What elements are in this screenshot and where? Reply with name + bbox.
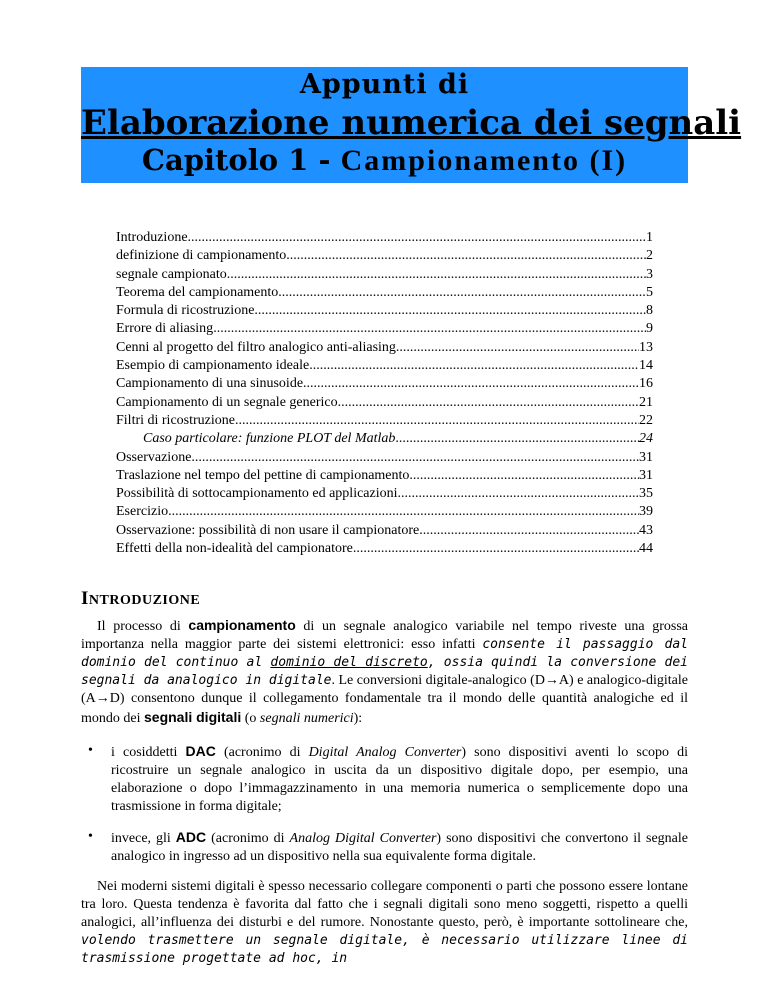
toc-entry-page: 14: [639, 358, 653, 374]
toc-leader-dots: [191, 449, 639, 467]
toc-leader-dots: [168, 503, 639, 521]
toc-entry-title: Formula di ricostruzione: [116, 303, 255, 319]
toc-leader-dots: [409, 467, 639, 485]
toc-entry-title: Osservazione: possibilità di non usare il campionatore: [116, 522, 420, 538]
toc-entry-title: Cenni al progetto del filtro analogico anti-aliasing: [116, 339, 396, 355]
toc-leader-dots: [309, 357, 639, 375]
toc-entry[interactable]: [116, 394, 653, 412]
toc-leader-dots: [338, 394, 639, 412]
toc-entry-title: Filtri di ricostruzione: [116, 412, 235, 428]
toc-leader-dots: [398, 485, 639, 503]
toc-entry-title: Errore di aliasing: [116, 321, 214, 337]
toc-entry[interactable]: [116, 229, 653, 247]
toc-entry[interactable]: [116, 266, 653, 284]
toc-entry-page: 39: [639, 504, 653, 520]
toc-entry-title: segnale campionato: [116, 266, 227, 282]
keyword-campionamento: campionamento: [188, 617, 296, 633]
toc-entry-title: Possibilità di sottocampionamento ed applicazioni: [116, 486, 398, 502]
toc-entry-title: definizione di campionamento: [116, 248, 287, 264]
section-heading: INTRODUZIONE: [81, 588, 201, 609]
toc-entry[interactable]: [116, 302, 653, 320]
toc-entry-page: 13: [639, 339, 653, 355]
paragraph-intro: Il processo di campionamento di un segnale analogico variabile nel tempo riveste una grossa importanza nella maggior parte dei sistemi elettronici: esso infatti consente il passaggio dal dominio del continuo al dominio del discreto, ossia quindi la conversione dei segnali da analogico in digitale. Le conversioni digitale-analogico (D→A) e analogico-digitale (A→D) consentono dunque il collegamento fondamentale tra il mondo delle quantità analogiche ed il mondo dei segnali digitali (o segnali numerici):: [81, 617, 689, 726]
table-of-contents: [116, 229, 653, 558]
toc-entry[interactable]: [116, 449, 653, 467]
toc-entry[interactable]: [116, 503, 653, 521]
toc-entry[interactable]: [116, 540, 653, 558]
converter-list: [81, 742, 688, 866]
body-text: [81, 616, 688, 968]
toc-leader-dots: [278, 284, 646, 302]
toc-entry-page: 31: [639, 467, 653, 483]
toc-entry-title: Esempio di campionamento ideale: [116, 358, 310, 374]
toc-leader-dots: [235, 412, 639, 430]
toc-entry[interactable]: [116, 467, 653, 485]
toc-entry-page: 22: [639, 412, 653, 428]
toc-entry[interactable]: [116, 522, 653, 540]
toc-entry[interactable]: [116, 320, 653, 338]
toc-entry-page: 24: [639, 431, 653, 447]
toc-entry-page: 21: [639, 394, 653, 410]
toc-entry-title: Teorema del campionamento: [116, 284, 279, 300]
title-line-1: Appunti di: [299, 69, 470, 100]
toc-entry[interactable]: [116, 339, 653, 357]
toc-entry-page: 31: [639, 449, 653, 465]
toc-leader-dots: [419, 522, 639, 540]
title-line-2: Elaborazione numerica dei segnali: [81, 103, 742, 143]
toc-entry-page: 9: [646, 321, 653, 337]
toc-entry[interactable]: [116, 485, 653, 503]
toc-entry-title: Campionamento di una sinusoide: [116, 376, 304, 392]
toc-entry-page: 1: [646, 230, 653, 245]
toc-entry[interactable]: [116, 284, 653, 302]
toc-entry-page: 16: [639, 376, 653, 392]
toc-entry[interactable]: [116, 430, 653, 448]
toc-entry-page: 2: [646, 248, 653, 264]
title-banner: [81, 67, 742, 183]
list-item-dac: • i cosiddetti DAC (acronimo di Digital Analog Converter) sono dispositivi aventi lo scopo di ricostruire un segnale analogico in uscita da un dispositivo digitale dopo, per esempio, una elaborazione o dopo l’immagazzinamento in una memoria numerica o semplicemente dopo una trasmissione in forma digitale;: [111, 742, 688, 816]
toc-entry-page: 43: [639, 522, 653, 538]
chapter-label: Capitolo 1 -: [141, 143, 341, 177]
toc-entry-title: Effetti della non-idealità del campionatore: [116, 541, 353, 557]
toc-entry-title: Osservazione: [116, 449, 192, 465]
toc-entry-page: 5: [646, 284, 653, 300]
toc-entry-title: Introduzione: [116, 230, 188, 245]
keyword-segnali-digitali: segnali digitali: [144, 709, 242, 725]
toc-leader-dots: [396, 339, 639, 357]
paragraph-digital-systems: Nei moderni sistemi digitali è spesso necessario collegare componenti o parti che possono essere lontane tra loro. Questa tendenza è favorita dal fatto che i segnali digitali sono meno soggetti, rispetto a quelli analogici, all’influenza dei disturbi e del rumore. Nonostante questo, però, è importante sottolineare che, volendo trasmettere un segnale digitale, è necessario utilizzare linee di trasmissione progettate ad hoc, in: [81, 879, 688, 966]
toc-entry-page: 35: [639, 486, 653, 502]
toc-entry[interactable]: [116, 375, 653, 393]
toc-entry[interactable]: [116, 247, 653, 265]
toc-entry-title: Campionamento di un segnale generico: [116, 394, 338, 410]
chapter-subtitle: Campionamento (I): [340, 144, 628, 177]
toc-leader-dots: [227, 266, 646, 284]
toc-leader-dots: [395, 430, 639, 448]
toc-leader-dots: [254, 302, 646, 320]
toc-entry[interactable]: [116, 412, 653, 430]
toc-entry-title: Caso particolare: funzione PLOT del Matlab: [143, 431, 396, 447]
toc-leader-dots: [353, 540, 639, 558]
toc-leader-dots: [188, 229, 646, 247]
toc-entry[interactable]: [116, 357, 653, 375]
toc-entry-page: 3: [646, 266, 653, 282]
toc-entry-title: Esercizio: [116, 504, 169, 520]
toc-leader-dots: [286, 247, 646, 265]
title-line-3: [81, 143, 688, 178]
toc-leader-dots: [303, 375, 639, 393]
toc-leader-dots: [213, 320, 646, 338]
toc-entry-page: 44: [639, 541, 653, 557]
toc-entry-title: Traslazione nel tempo del pettine di campionamento: [116, 467, 410, 483]
toc-entry-page: 8: [646, 303, 653, 319]
list-item-adc: • invece, gli ADC (acronimo di Analog Digital Converter) sono dispositivi che convertono il segnale analogico in ingresso ad un dispositivo nella sua equivalente forma digitale.: [111, 828, 688, 866]
